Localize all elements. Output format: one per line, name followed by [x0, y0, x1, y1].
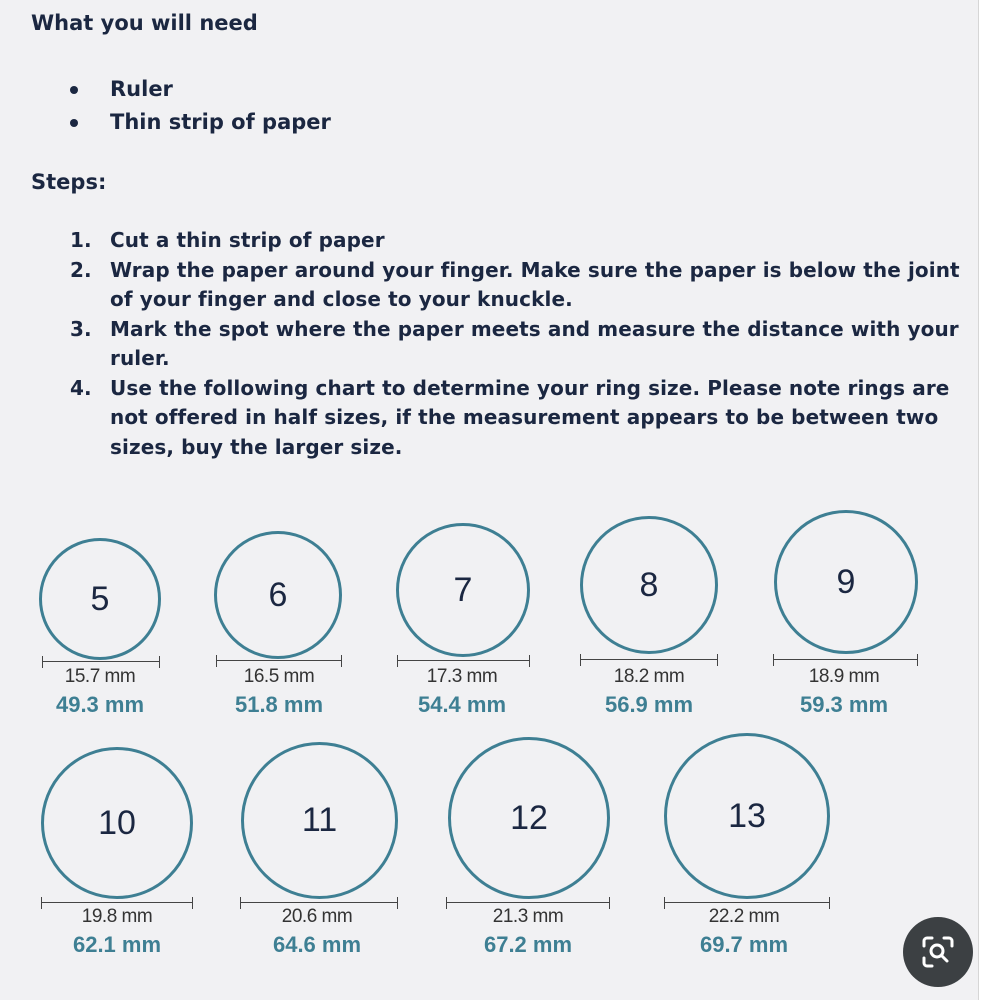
needs-heading: What you will need: [31, 11, 258, 35]
ring-diameter: 18.9 mm: [808, 666, 880, 687]
ring-circumference: 51.8 mm: [234, 692, 324, 717]
ring-diameter: 17.3 mm: [426, 666, 498, 687]
step-item: [70, 315, 970, 374]
ring-diameter: 21.3 mm: [492, 906, 564, 927]
step-number: 4.: [70, 375, 92, 400]
ring-circle-size-11: 11: [241, 742, 398, 899]
needs-list: [70, 75, 331, 141]
bullet-icon: [70, 86, 78, 94]
ring-circle-size-13: 13: [664, 733, 830, 899]
ring-circle-size-6: 6: [214, 531, 342, 659]
list-item: [70, 75, 331, 108]
ring-circle-size-7: 7: [396, 523, 530, 657]
step-text: Mark the spot where the paper meets and measure the distance with your ruler.: [110, 316, 959, 370]
ring-circle-size-12: 12: [448, 737, 610, 899]
list-item: [70, 108, 331, 141]
step-number: 1.: [70, 228, 92, 252]
ring-circumference: 69.7 mm: [699, 932, 789, 957]
diameter-rule: [773, 654, 918, 666]
steps-heading: Steps:: [31, 170, 107, 194]
ring-circle-size-5: 5: [39, 538, 161, 660]
step-number: 2.: [70, 257, 92, 282]
step-text: Cut a thin strip of paper: [110, 228, 385, 252]
needs-item: Ruler: [110, 77, 173, 101]
ring-diameter: 16.5 mm: [243, 666, 315, 687]
ring-circumference: 56.9 mm: [604, 692, 694, 717]
ring-diameter: 15.7 mm: [64, 666, 136, 687]
ring-circle-size-10: 10: [41, 747, 193, 899]
ring-circumference: 49.3 mm: [55, 692, 145, 717]
step-text: Wrap the paper around your finger. Make sure the paper is below the joint of your finger and close to your knuckle.: [110, 257, 960, 311]
lens-search-icon: [918, 932, 958, 972]
page-edge: [978, 0, 1000, 1000]
lens-search-button[interactable]: [903, 917, 973, 987]
ring-circumference: 59.3 mm: [799, 692, 889, 717]
ring-circumference: 54.4 mm: [417, 692, 507, 717]
ring-circumference: 67.2 mm: [483, 932, 573, 957]
ring-diameter: 22.2 mm: [708, 906, 780, 927]
steps-list: [70, 226, 970, 462]
step-text: Use the following chart to determine your ring size. Please note rings are not offered in half sizes, if the measurement appears to be between two sizes, buy the larger size.: [110, 375, 950, 459]
step-item: [70, 256, 970, 315]
ring-diameter: 19.8 mm: [81, 906, 153, 927]
ring-circle-size-9: 9: [774, 510, 918, 654]
ring-circle-size-8: 8: [580, 516, 718, 654]
ring-circumference: 62.1 mm: [72, 932, 162, 957]
ring-diameter: 20.6 mm: [281, 906, 353, 927]
bullet-icon: [70, 119, 78, 127]
ring-diameter: 18.2 mm: [613, 666, 685, 687]
diameter-rule: [580, 654, 718, 666]
needs-item: Thin strip of paper: [110, 110, 331, 134]
step-item: [70, 374, 970, 463]
ring-circumference: 64.6 mm: [272, 932, 362, 957]
step-item: [70, 226, 970, 256]
step-number: 3.: [70, 316, 92, 341]
